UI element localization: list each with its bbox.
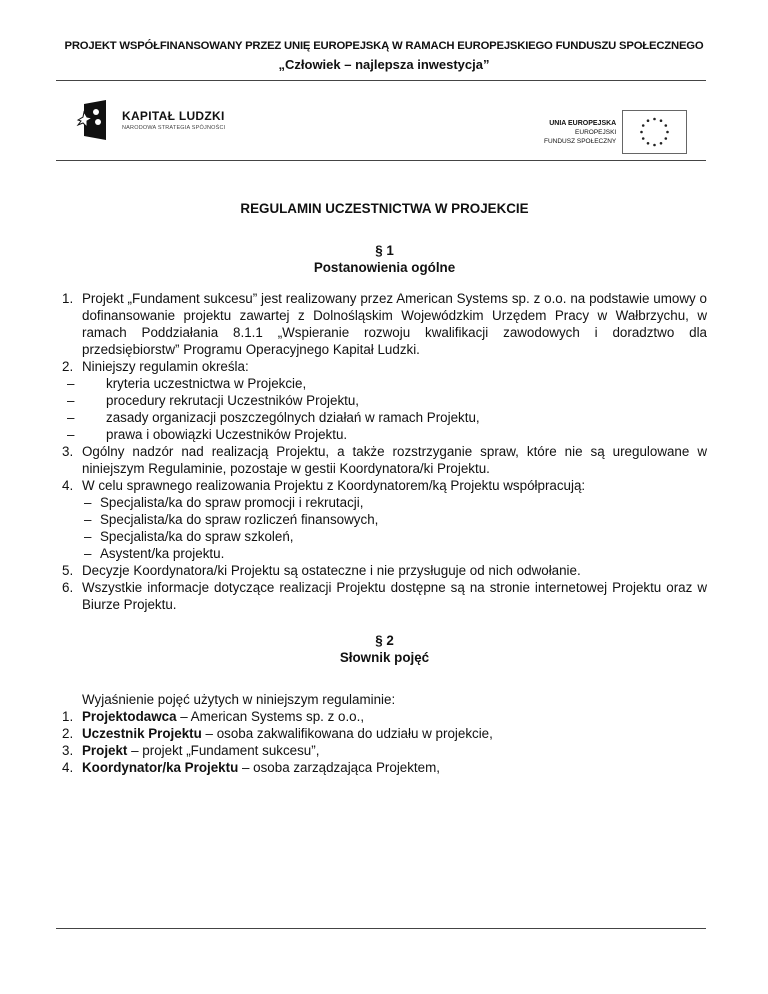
sub-list-item [62, 375, 707, 392]
item-number: 3. [62, 444, 74, 459]
kl-title: KAPITAŁ LUDZKI [122, 109, 225, 123]
sub-list-item [62, 494, 707, 511]
section-1-sign: § 1 [375, 243, 394, 258]
sub-item-text: kryteria uczestnictwa w Projekcie, [106, 376, 307, 391]
item-text: W celu sprawnego realizowania Projektu z Koordynatorem/ką Projektu współpracują: [82, 478, 586, 493]
sub-list-item [62, 409, 707, 426]
sub-item-text: Specjalista/ka do spraw promocji i rekrutacji, [100, 495, 364, 510]
document-title: REGULAMIN UCZESTNICTWA W PROJEKCIE [240, 201, 529, 216]
dash-bullet: – [67, 427, 75, 442]
section-1-heading: Postanowienia ogólne [313, 260, 456, 275]
definition-term: Projekt [82, 743, 128, 758]
sub-item-text: Specjalista/ka do spraw rozliczeń finansowych, [100, 512, 379, 527]
item-number: 1. [62, 291, 74, 306]
definition-item [62, 725, 707, 742]
list-item [62, 562, 707, 579]
definition-term: Uczestnik Projektu [82, 726, 202, 741]
dash-bullet: – [67, 410, 75, 425]
sub-list-item [62, 426, 707, 443]
footer-divider [56, 928, 706, 929]
item-number: 4. [62, 760, 74, 775]
kapital-ludzki-logo [74, 100, 225, 140]
definition-text: – osoba zarządzająca Projektem, [238, 760, 440, 775]
header-divider [56, 80, 706, 81]
sub-item-text: procedury rekrutacji Uczestników Projektu, [106, 393, 360, 408]
sub-list-item [62, 528, 707, 545]
kapital-ludzki-emblem-icon [74, 100, 114, 140]
dash-bullet: – [84, 529, 92, 544]
dash-bullet: – [67, 393, 75, 408]
logo-divider [56, 160, 706, 161]
ue-line-2: EUROPEJSKI [575, 128, 617, 136]
definition-term: Projektodawca [82, 709, 177, 724]
eu-flag-icon [622, 110, 687, 154]
eu-logo [544, 110, 687, 154]
definition-item [62, 708, 707, 725]
dash-bullet: – [84, 512, 92, 527]
definition-text: – American Systems sp. z o.o., [176, 709, 365, 724]
dash-bullet: – [84, 495, 92, 510]
definition-text: – osoba zakwalifikowana do udziału w projekcie, [201, 726, 493, 741]
item-number: 5. [62, 563, 74, 578]
sub-item-text: zasady organizacji poszczególnych działań w ramach Projektu, [106, 410, 480, 425]
ue-line-1: UNIA EUROPEJSKA [549, 119, 617, 127]
list-item [62, 443, 707, 477]
item-text: Ogólny nadzór nad realizacją Projektu, a także rozstrzyganie spraw, które nie są uregulowane w niniejszym Regulaminie, pozostaje w gestii Koordynatora/ki Projektu. [82, 444, 707, 476]
section-2-sign: § 2 [375, 633, 394, 648]
ue-line-3: FUNDUSZ SPOŁECZNY [544, 137, 617, 145]
sub-item-text: prawa i obowiązki Uczestników Projektu. [106, 427, 348, 442]
dash-bullet: – [84, 546, 92, 561]
definition-term: Koordynator/ka Projektu [82, 760, 239, 775]
item-text: Niniejszy regulamin określa: [82, 359, 249, 374]
section-2-intro: Wyjaśnienie pojęć użytych w niniejszym regulaminie: [82, 692, 396, 707]
section-2-heading: Słownik pojęć [339, 650, 430, 665]
section-1-list [62, 290, 707, 613]
list-item [62, 358, 707, 375]
item-number: 2. [62, 726, 74, 741]
item-number: 3. [62, 743, 74, 758]
list-item [62, 290, 707, 358]
dash-bullet: – [67, 376, 75, 391]
definition-text: – projekt „Fundament sukcesu”, [127, 743, 320, 758]
item-number: 4. [62, 478, 74, 493]
header-slogan: „Człowiek – najlepsza inwestycja” [278, 57, 490, 72]
item-number: 1. [62, 709, 74, 724]
sub-list-item [62, 392, 707, 409]
item-text: Wszystkie informacje dotyczące realizacji Projektu dostępne są na stronie internetowej Projektu oraz w Biurze Projektu. [82, 580, 707, 612]
sub-list-item [62, 545, 707, 562]
kl-subtitle: NARODOWA STRATEGIA SPÓJNOŚCI [122, 125, 226, 131]
definition-item [62, 759, 707, 776]
document-body [62, 200, 707, 776]
section-2-list [62, 708, 707, 776]
header-line-1: PROJEKT WSPÓŁFINANSOWANY PRZEZ UNIĘ EUROPEJSKĄ W RAMACH EUROPEJSKIEGO FUNDUSZU SPOŁECZNEGO [64, 40, 704, 52]
item-number: 6. [62, 580, 74, 595]
item-text: Projekt „Fundament sukcesu” jest realizowany przez American Systems sp. z o.o. na podstawie umowy o dofinansowanie projektu zawartej z Dolnośląskim Wojewódzkim Urzędem Pracy w Wałbrzychu, w ramach Poddziałania 8.1.1 „Wspieranie rozwoju kwalifikacji zawodowych i doradztwo dla przedsiębiorstw” Programu Operacyjnego Kapitał Ludzki. [82, 291, 707, 357]
item-number: 2. [62, 359, 74, 374]
sub-item-text: Specjalista/ka do spraw szkoleń, [100, 529, 294, 544]
sub-item-text: Asystent/ka projektu. [100, 546, 225, 561]
item-text: Decyzje Koordynatora/ki Projektu są ostateczne i nie przysługuje od nich odwołanie. [82, 563, 581, 578]
list-item [62, 477, 707, 494]
definition-item [62, 742, 707, 759]
sub-list-item [62, 511, 707, 528]
list-item [62, 579, 707, 613]
